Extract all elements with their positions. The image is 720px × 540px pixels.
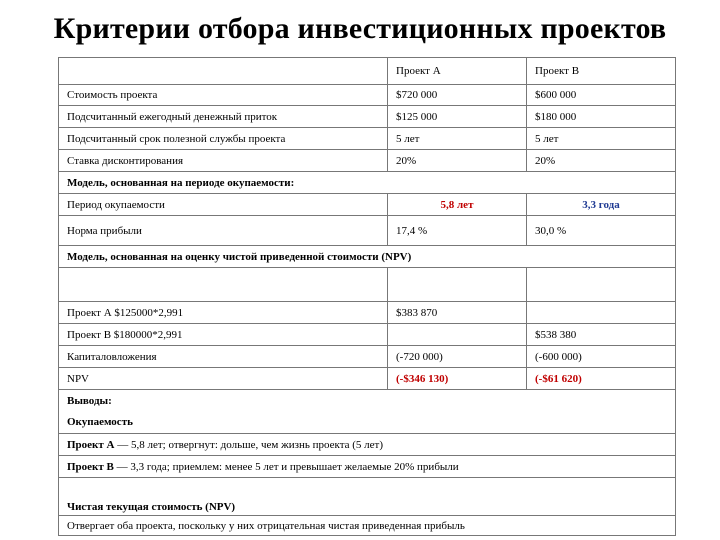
section-heading-row bbox=[59, 172, 676, 194]
table-row bbox=[59, 194, 676, 216]
row-label: Стоимость проекта bbox=[59, 85, 388, 106]
table-row bbox=[59, 216, 676, 246]
conclusion-a-text: — 5,8 лет; отвергнут: дольше, чем жизнь проекта (5 лет) bbox=[114, 438, 384, 451]
row-value-a: 20% bbox=[388, 150, 527, 172]
rate-label: Норма прибыли bbox=[59, 216, 388, 246]
conclusion-project-a bbox=[59, 434, 676, 456]
header-project-b: Проект В bbox=[527, 58, 676, 85]
conclusion-row bbox=[59, 412, 676, 434]
row-value-a: $720 000 bbox=[388, 85, 527, 106]
table-row bbox=[59, 128, 676, 150]
row-value-b: 5 лет bbox=[527, 128, 676, 150]
rate-a: 17,4 % bbox=[388, 216, 527, 246]
table-header-row bbox=[59, 58, 676, 85]
conclusion-row bbox=[59, 478, 676, 516]
table-row bbox=[59, 368, 676, 390]
payback-period-b: 3,3 года bbox=[527, 194, 676, 216]
payback-period-a: 5,8 лет bbox=[388, 194, 527, 216]
table-row bbox=[59, 346, 676, 368]
table-row bbox=[59, 302, 676, 324]
capex-a: (-720 000) bbox=[388, 346, 527, 368]
conclusion-b-prefix: Проект В bbox=[67, 460, 114, 473]
payback-period-label: Период окупаемости bbox=[59, 194, 388, 216]
row-value-b: $600 000 bbox=[527, 85, 676, 106]
payback-conclusion-heading: Окупаемость bbox=[59, 412, 676, 434]
rate-b: 30,0 % bbox=[527, 216, 676, 246]
spacer-row bbox=[59, 268, 676, 302]
table-row bbox=[59, 150, 676, 172]
section-heading-row bbox=[59, 246, 676, 268]
page-title: Критерии отбора инвестиционных проектов bbox=[53, 12, 667, 45]
row-value-b: $180 000 bbox=[527, 106, 676, 128]
table-row bbox=[59, 324, 676, 346]
conclusion-row bbox=[59, 456, 676, 478]
conclusion-b-text: — 3,3 года; приемлем: менее 5 лет и превышает желаемые 20% прибыли bbox=[113, 460, 459, 473]
row-value-b: 20% bbox=[527, 150, 676, 172]
row-value-a: 5 лет bbox=[388, 128, 527, 150]
row-label: Ставка дисконтирования bbox=[59, 150, 388, 172]
npv-heading: Модель, основанная на оценку чистой приведенной стоимости (NPV) bbox=[59, 246, 676, 268]
npv-conclusion-heading: Чистая текущая стоимость (NPV) bbox=[59, 478, 676, 516]
header-project-a: Проект А bbox=[388, 58, 527, 85]
npv-a: (-$346 130) bbox=[388, 368, 527, 390]
proj-a-calc-label: Проект А $125000*2,991 bbox=[59, 302, 388, 324]
conclusion-a-prefix: Проект А bbox=[67, 438, 115, 451]
conclusions-heading: Выводы: bbox=[59, 390, 676, 412]
conclusion-project-b bbox=[59, 456, 676, 478]
conclusion-row bbox=[59, 434, 676, 456]
conclusion-row bbox=[59, 516, 676, 536]
proj-b-calc-value: $538 380 bbox=[527, 324, 676, 346]
criteria-table bbox=[58, 57, 676, 536]
row-value-a: $125 000 bbox=[388, 106, 527, 128]
conclusion-row bbox=[59, 390, 676, 412]
proj-a-calc-value: $383 870 bbox=[388, 302, 527, 324]
npv-label: NPV bbox=[59, 368, 388, 390]
row-label: Подсчитанный срок полезной службы проекта bbox=[59, 128, 388, 150]
proj-b-calc-label: Проект В $180000*2,991 bbox=[59, 324, 388, 346]
payback-heading: Модель, основанная на периоде окупаемости: bbox=[59, 172, 676, 194]
row-label: Подсчитанный ежегодный денежный приток bbox=[59, 106, 388, 128]
capex-b: (-600 000) bbox=[527, 346, 676, 368]
table-row bbox=[59, 106, 676, 128]
npv-conclusion-text: Отвергает оба проекта, поскольку у них отрицательная чистая приведенная прибыль bbox=[59, 516, 676, 536]
capex-label: Капиталовложения bbox=[59, 346, 388, 368]
npv-b: (-$61 620) bbox=[527, 368, 676, 390]
table-row bbox=[59, 85, 676, 106]
